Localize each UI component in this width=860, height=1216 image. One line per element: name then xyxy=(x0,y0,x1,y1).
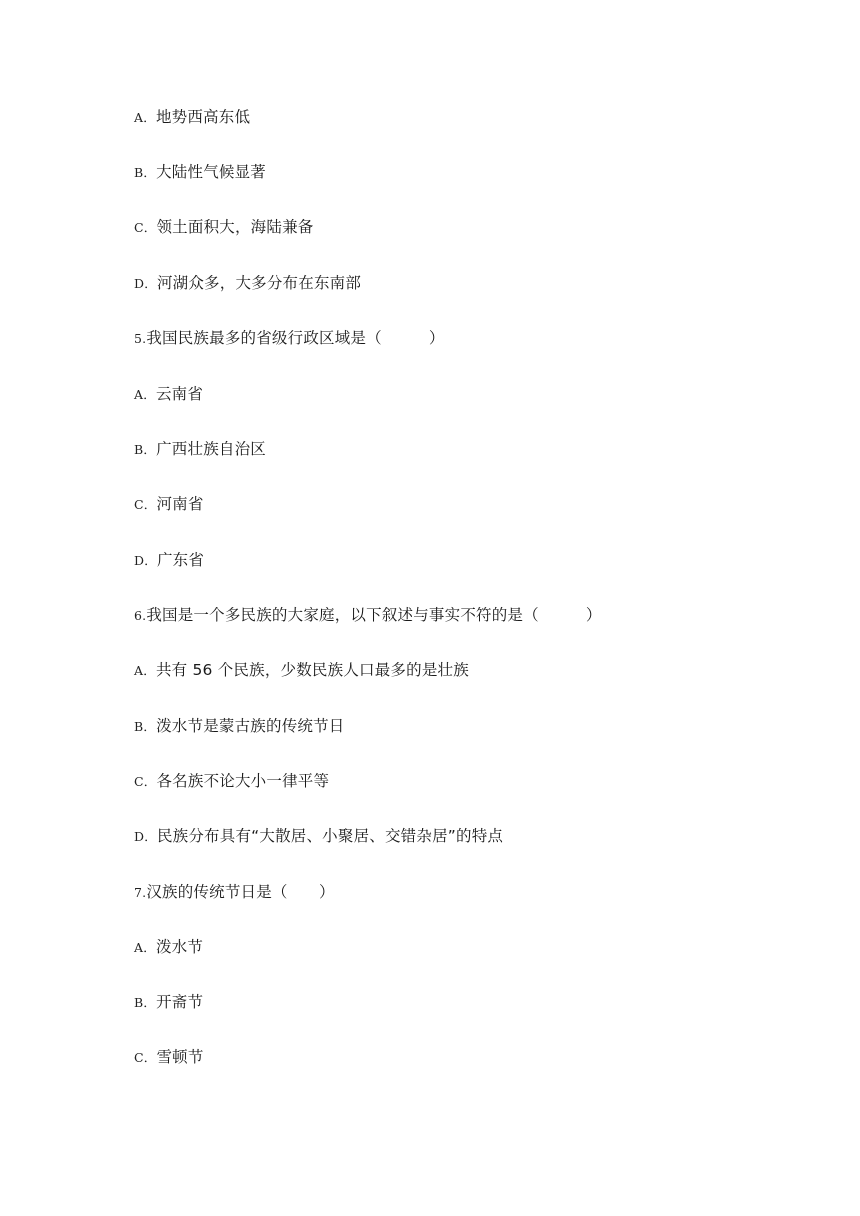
option-marker: C． xyxy=(134,774,157,789)
question-text: 我国是一个多民族的大家庭，以下叙述与事实不符的是（ ） xyxy=(146,606,602,624)
option-text: 雪顿节 xyxy=(156,1048,204,1066)
option-line xyxy=(134,439,266,460)
option-line xyxy=(134,992,203,1013)
question-text: 汉族的传统节日是（ ） xyxy=(146,883,335,901)
option-line xyxy=(134,107,250,128)
option-text: 各名族不论大小一律平等 xyxy=(156,772,330,790)
question-line xyxy=(134,882,335,903)
question-text: 我国民族最多的省级行政区域是（ ） xyxy=(146,329,445,347)
option-text: 领土面积大，海陆兼备 xyxy=(156,218,314,236)
question-number: 7. xyxy=(134,885,147,900)
option-line xyxy=(134,826,503,847)
option-text: 开斋节 xyxy=(156,993,204,1011)
option-text: 河湖众多，大多分布在东南部 xyxy=(156,274,362,292)
question-line xyxy=(134,328,445,349)
question-number: 6. xyxy=(134,608,147,623)
option-text: 泼水节是蒙古族的传统节日 xyxy=(156,717,345,735)
option-text: 广西壮族自治区 xyxy=(156,440,266,458)
option-marker: B． xyxy=(134,719,157,734)
question-number: 5. xyxy=(134,331,147,346)
option-line xyxy=(134,494,204,515)
option-text: 河南省 xyxy=(156,495,204,513)
option-line xyxy=(134,550,204,571)
option-marker: A． xyxy=(134,940,156,955)
option-marker: B． xyxy=(134,442,157,457)
option-marker: A． xyxy=(134,663,156,678)
option-text: 民族分布具有“大散居、小聚居、交错杂居”的特点 xyxy=(156,827,504,845)
option-line xyxy=(134,771,329,792)
option-marker: A． xyxy=(134,110,156,125)
option-marker: D． xyxy=(134,276,157,291)
option-text: 泼水节 xyxy=(155,938,204,956)
option-text: 共有 56 个民族，少数民族人口最多的是壮族 xyxy=(155,661,469,679)
option-text: 云南省 xyxy=(155,385,204,403)
option-line xyxy=(134,162,266,183)
option-line xyxy=(134,217,313,238)
option-marker: C． xyxy=(134,220,157,235)
option-text: 广东省 xyxy=(156,551,205,569)
option-marker: D． xyxy=(134,553,157,568)
question-line xyxy=(134,605,602,626)
option-line xyxy=(134,273,361,294)
option-line xyxy=(134,660,469,681)
option-marker: C． xyxy=(134,1050,157,1065)
option-marker: A． xyxy=(134,387,156,402)
option-line xyxy=(134,1047,204,1068)
option-line xyxy=(134,384,203,405)
option-marker: B． xyxy=(134,995,157,1010)
option-marker: C． xyxy=(134,497,157,512)
option-marker: D． xyxy=(134,829,157,844)
option-marker: B． xyxy=(134,165,157,180)
option-line xyxy=(134,937,203,958)
option-line xyxy=(134,716,345,737)
option-text: 地势西高东低 xyxy=(155,108,251,126)
option-text: 大陆性气候显著 xyxy=(156,163,266,181)
